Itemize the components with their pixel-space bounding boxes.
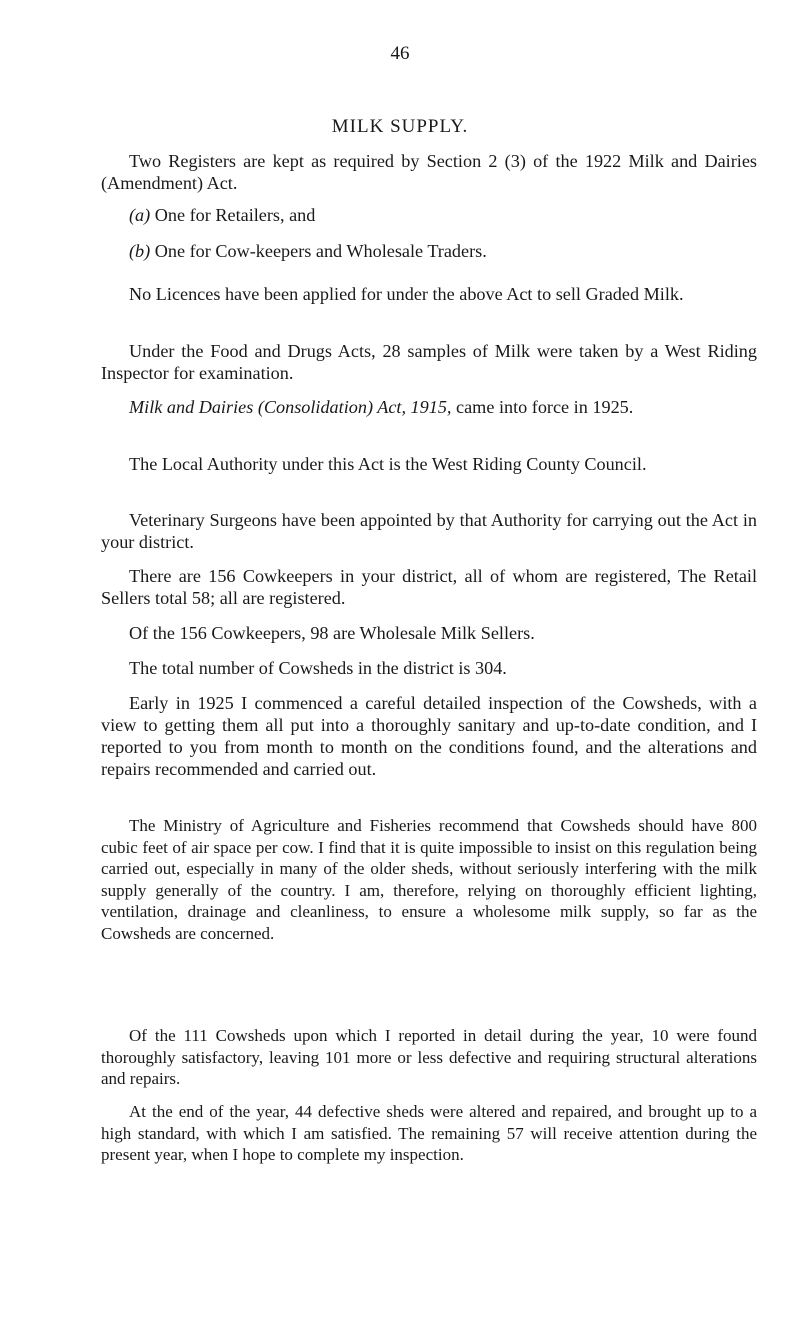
- act-date-text: came into force in 1925.: [451, 397, 634, 417]
- paragraph-consolidation-act: [101, 396, 757, 418]
- paragraph-licences: No Licences have been applied for under the above Act to sell Graded Milk.: [129, 284, 684, 304]
- paragraph-veterinary: Veterinary Surgeons have been appointed by that Authority for carrying out the Act in your district.: [101, 510, 757, 552]
- paragraph-year-end: At the end of the year, 44 defective sheds were altered and repaired, and brought up to a high standard, with which I am satisfied. The remaining 57 will receive attention during the present year, when I hope to complete my inspection.: [101, 1102, 757, 1164]
- paragraph-registers: Two Registers are kept as required by Section 2 (3) of the 1922 Milk and Dairies (Amendment) Act.: [101, 151, 757, 193]
- paragraph-reported-sheds: Of the 111 Cowsheds upon which I reported in detail during the year, 10 were found thoroughly satisfactory, leaving 101 more or less defective and requiring structural alterations and repairs.: [101, 1026, 757, 1088]
- paragraph-wholesale: Of the 156 Cowkeepers, 98 are Wholesale Milk Sellers.: [129, 623, 535, 643]
- list-marker-a: (a): [129, 205, 151, 225]
- paragraph-inspection: Early in 1925 I commenced a careful detailed inspection of the Cowsheds, with a view to getting them all put into a thoroughly sanitary and up-to-date condition, and I reported to you from month to month on the conditions found, and the alterations and repairs recommended and carried out.: [101, 693, 757, 779]
- list-marker-b: (b): [129, 241, 151, 261]
- list-item-cowkeepers: [129, 240, 749, 262]
- list-text-b: One for Cow-keepers and Wholesale Traders.: [150, 241, 487, 261]
- page-number: 46: [390, 43, 410, 64]
- page-title: MILK SUPPLY.: [331, 116, 469, 137]
- list-item-retailers: [129, 204, 749, 226]
- paragraph-local-authority: The Local Authority under this Act is the West Riding County Council.: [129, 454, 647, 474]
- paragraph-cowsheds-total: The total number of Cowsheds in the district is 304.: [129, 658, 507, 678]
- paragraph-cowkeepers-count: There are 156 Cowkeepers in your district, all of whom are registered, The Retail Sellers total 58; all are registered.: [101, 566, 757, 608]
- paragraph-food-drugs: Under the Food and Drugs Acts, 28 samples of Milk were taken by a West Riding Inspector for examination.: [101, 341, 757, 383]
- paragraph-ministry: The Ministry of Agriculture and Fisheries recommend that Cowsheds should have 800 cubic feet of air space per cow. I find that it is quite impossible to insist on this regulation being carried out, especially in many of the older sheds, without seriously interfering with the milk supply generally of the country. I am, therefore, relying on thoroughly efficient lighting, ventilation, drainage and cleanliness, to ensure a wholesome milk supply, so far as the Cowsheds are concerned.: [101, 816, 757, 943]
- list-text-a: One for Retailers, and: [150, 205, 316, 225]
- act-title: Milk and Dairies (Consolidation) Act, 1915,: [129, 397, 452, 417]
